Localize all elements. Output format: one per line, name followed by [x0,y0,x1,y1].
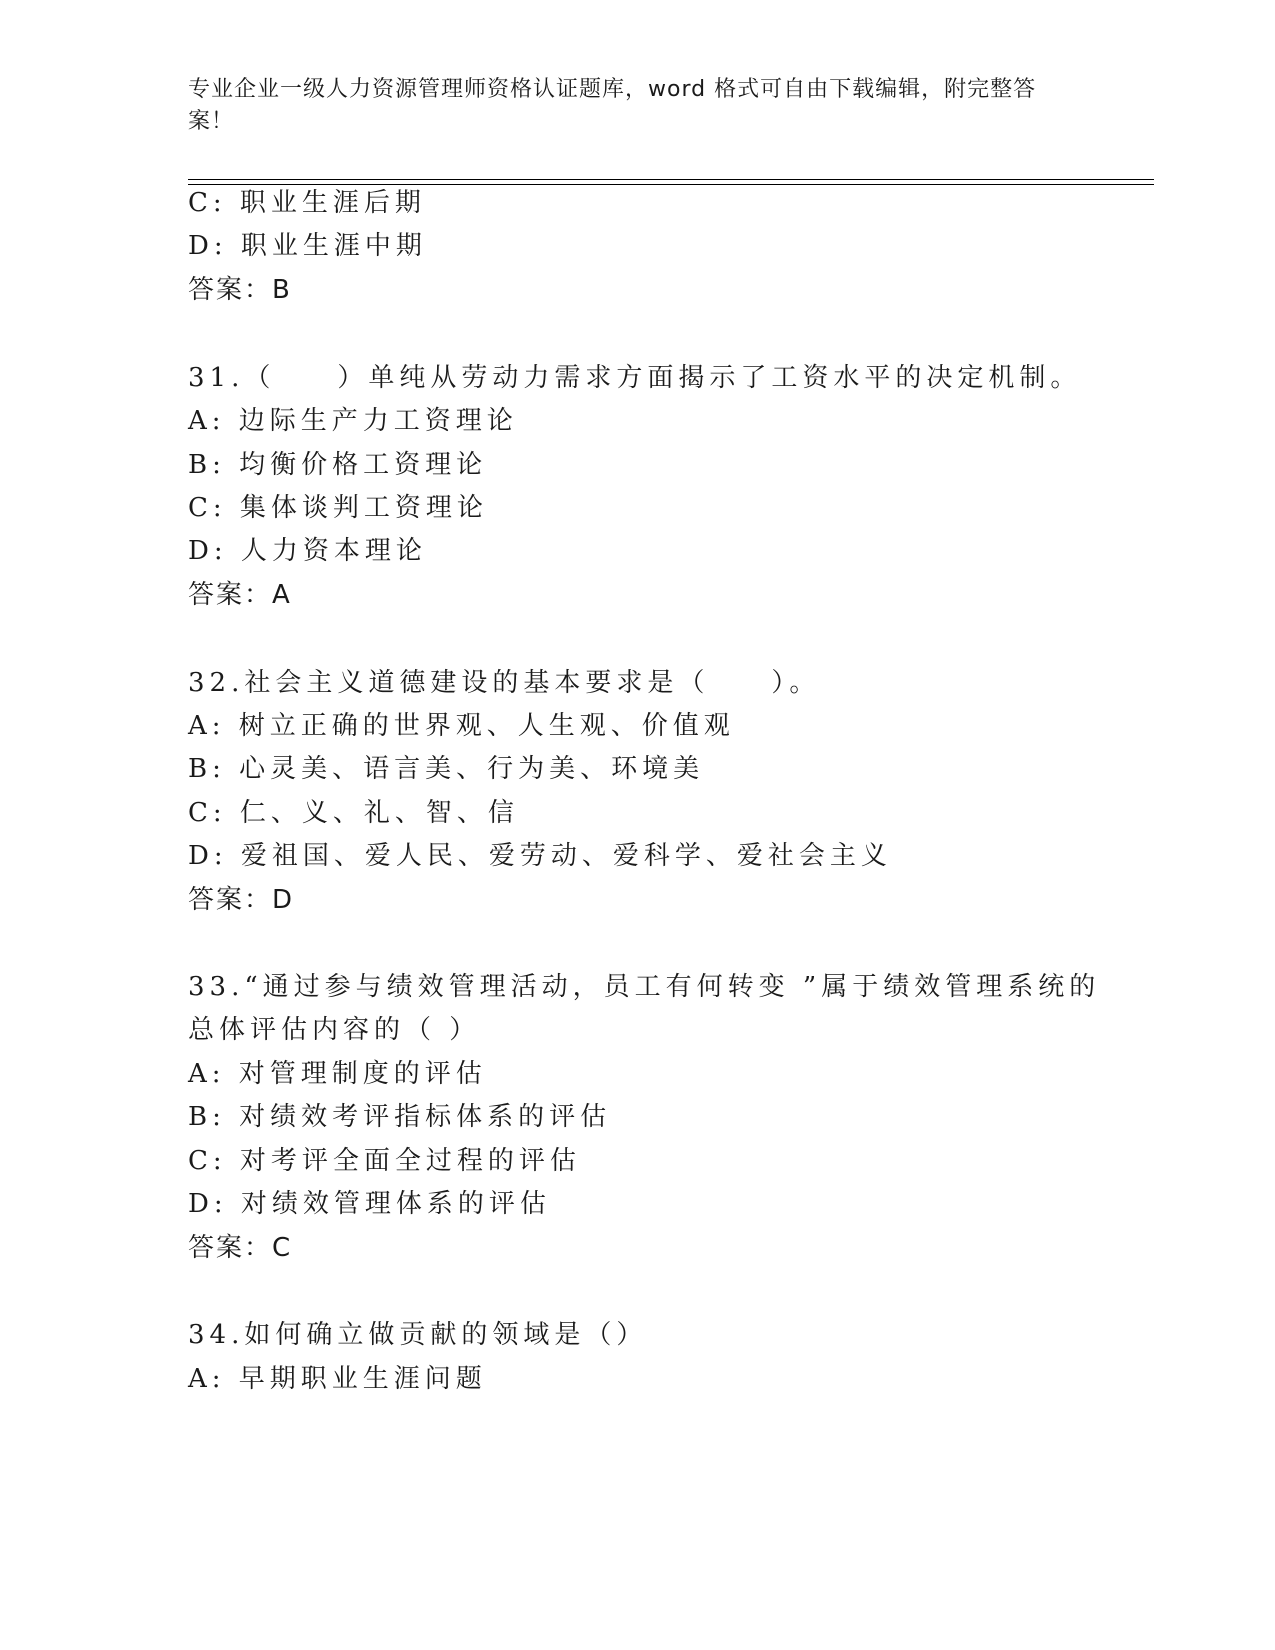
question-stem: 33.“通过参与绩效管理活动，员工有何转变 ”属于绩效管理系统的 [188,972,1101,1002]
option-d: D: 爱祖国、爱人民、爱劳动、爱科学、爱社会主义 [188,841,892,871]
option-a: A: 树立正确的世界观、人生观、价值观 [188,711,735,741]
option-b: B: 均衡价格工资理论 [188,450,488,480]
answer-line: 答案：C [188,1233,293,1263]
option-c: C: 职业生涯后期 [188,188,426,218]
header-rule-top [188,179,1154,180]
question-stem: 34.如何确立做贡献的领域是（） [188,1320,648,1350]
option-a: A: 对管理制度的评估 [188,1059,487,1089]
answer-line: 答案：A [188,580,292,610]
header-rule-bottom [188,184,1154,185]
page-header: 专业企业一级人力资源管理师资格认证题库，word 格式可自由下载编辑，附完整答案！ [188,77,1037,134]
option-c: C: 集体谈判工资理论 [188,493,488,523]
option-b: B: 心灵美、语言美、行为美、环境美 [188,754,705,784]
question-stem: 31.（ ）单纯从劳动力需求方面揭示了工资水平的决定机制。 [188,363,1082,393]
answer-line: 答案：B [188,275,292,305]
option-d: D: 职业生涯中期 [188,231,427,261]
option-d: D: 人力资本理论 [188,536,427,566]
answer-line: 答案：D [188,885,295,915]
option-c: C: 仁、义、礼、智、信 [188,798,519,828]
option-d: D: 对绩效管理体系的评估 [188,1189,551,1219]
option-a: A: 边际生产力工资理论 [188,406,518,436]
option-c: C: 对考评全面全过程的评估 [188,1146,581,1176]
question-stem: 32.社会主义道德建设的基本要求是（ ）。 [188,668,821,698]
option-b: B: 对绩效考评指标体系的评估 [188,1102,612,1132]
question-stem-continued: 总体评估内容的（ ） [188,1015,481,1045]
option-a: A: 早期职业生涯问题 [188,1364,487,1394]
